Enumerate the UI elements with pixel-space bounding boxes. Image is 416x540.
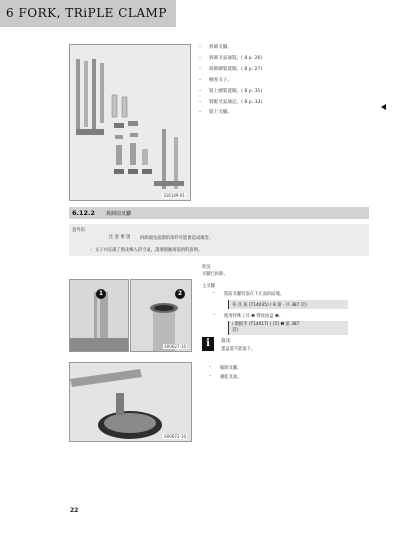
list-item: – 拆卸叉腳。 xyxy=(199,45,232,50)
list-item: – 裝配叉氣通記。( 8 p. 33) xyxy=(199,99,263,105)
precondition-text: 叉腳已拆除。 xyxy=(202,272,228,277)
note-warning-title: 注 意 事 項 xyxy=(109,235,131,240)
note-dash-text: 文子內充滿了預先喉入的空氣。請遵循廠商提供的說明。 xyxy=(94,248,203,253)
list-item: – 檢查叉子。 xyxy=(199,77,232,83)
procedure-list xyxy=(199,43,399,119)
info-label: 資訊 xyxy=(221,339,230,344)
info-icon: i xyxy=(202,337,214,351)
list-item: – 裝上總裝置閥。( 8 p. 31) xyxy=(199,88,263,94)
spec-text: i 環扳手 (T14017) ( [5] ❶ 第 387 xyxy=(232,322,300,327)
tool-figure-bottom xyxy=(69,362,192,442)
step-3: – 鬆開叉腳。 xyxy=(220,365,241,371)
note-body: 拆卸頭先面圍的部件可能會造成傷害。 xyxy=(140,236,214,241)
note-label: 意外的 xyxy=(72,228,85,233)
spec-text: 頁) xyxy=(232,328,238,333)
page-marker-arrow-icon xyxy=(381,104,386,110)
info-text: 墨盒還不能取下。 xyxy=(221,347,256,352)
step-1: – 將前叉腳管靠在下正面的區塊。 xyxy=(224,291,284,297)
tool-figure-left xyxy=(69,279,129,352)
chapter-title: 6 FORK, TRiPLE CLAMP xyxy=(6,6,167,20)
section-heading xyxy=(69,207,369,219)
precondition-label: 狀況 xyxy=(202,265,211,270)
tool-illustration xyxy=(70,363,192,442)
section-title: 拆卸前叉腳 xyxy=(106,211,132,217)
spec-text: 夾 具 座 (T14035) ( 8 第 · 共 387 頁) xyxy=(232,303,307,308)
step-4: – 濾乾叉油。 xyxy=(220,374,241,380)
section-number: 6.12.2 xyxy=(72,209,96,217)
fork-parts-figure xyxy=(69,44,191,201)
callout-1: 1 xyxy=(96,289,106,299)
figure-code: 316149-01 xyxy=(163,193,185,198)
list-item: – 拆卸總裝置閥。( 8 p. 27) xyxy=(199,66,263,72)
list-item: – 裝上叉腳。 xyxy=(199,110,232,116)
callout-2: 2 xyxy=(175,289,185,299)
fork-parts-illustration xyxy=(70,45,191,201)
tool-figure-right xyxy=(130,279,192,352)
main-label: 主叉腳 xyxy=(202,284,215,289)
spec-box-2 xyxy=(228,321,348,335)
info-note xyxy=(202,337,362,357)
note-dash-line: – 文子內充滿了預先喉入的空氣。請遵循廠商提供的說明。 xyxy=(90,248,203,253)
step-2: – 使用特殊工具 ❶ 釋放油盒 ❶。 xyxy=(224,313,283,319)
figure-code: 600672-10 xyxy=(164,434,186,439)
figure-code: 600627-10 xyxy=(164,344,186,349)
spec-box-1 xyxy=(228,300,348,309)
page-number: 22 xyxy=(70,507,79,514)
list-item: – 拆卸叉氣通裝。( 8 p. 26) xyxy=(199,55,263,61)
